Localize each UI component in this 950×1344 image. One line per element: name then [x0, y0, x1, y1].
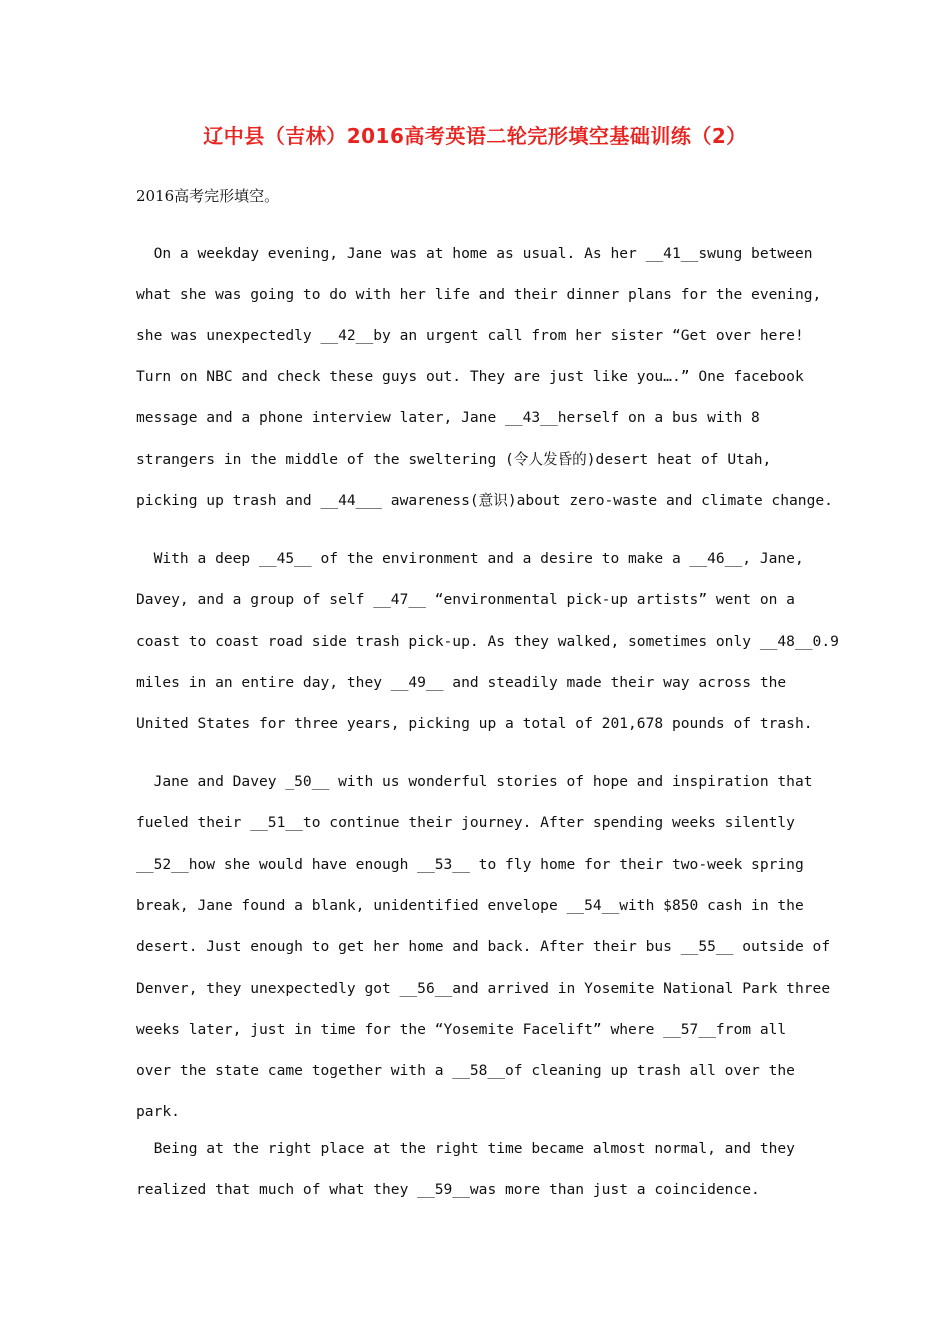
- text-line: message and a phone interview later, Jane __43__herself on a bus with 8: [136, 409, 760, 426]
- text-line: Turn on NBC and check these guys out. They are just like you….” One facebook: [136, 368, 804, 385]
- text-line: strangers in the middle of the sweltering (令人发昏的)desert heat of Utah,: [136, 451, 772, 468]
- text-line: break, Jane found a blank, unidentified envelope __54__with $850 cash in the: [136, 897, 804, 914]
- text-line: weeks later, just in time for the “Yosemite Facelift” where __57__from all: [136, 1021, 787, 1038]
- text-line: miles in an entire day, they __49__ and steadily made their way across the: [136, 674, 787, 691]
- text-line: Davey, and a group of self __47__ “environmental pick-up artists” went on a: [136, 591, 795, 608]
- text-line: over the state came together with a __58__of cleaning up trash all over the: [136, 1062, 795, 1079]
- text-line: fueled their __51__to continue their journey. After spending weeks silently: [136, 814, 795, 831]
- text-line: picking up trash and __44___ awareness(意识)about zero-waste and climate change.: [136, 492, 833, 509]
- text-line: On a weekday evening, Jane was at home as usual. As her __41__swung between: [136, 245, 813, 262]
- text-line: __52__how she would have enough __53__ to fly home for their two-week spring: [136, 856, 804, 873]
- text-line: coast to coast road side trash pick-up. As they walked, sometimes only __48__0.9: [136, 633, 839, 650]
- text-line: United States for three years, picking up a total of 201,678 pounds of trash.: [136, 715, 813, 732]
- text-line: park.: [136, 1103, 180, 1120]
- text-line: Being at the right place at the right time became almost normal, and they: [136, 1140, 795, 1157]
- text-line: Denver, they unexpectedly got __56__and arrived in Yosemite National Park three: [136, 980, 831, 997]
- text-line: she was unexpectedly __42__by an urgent call from her sister “Get over here!: [136, 327, 804, 344]
- subtitle: 2016高考完形填空。: [136, 187, 280, 205]
- text-line: what she was going to do with her life and their dinner plans for the evening,: [136, 286, 822, 303]
- page-title: 辽中县（吉林）2016高考英语二轮完形填空基础训练（2）: [203, 124, 747, 148]
- text-line: desert. Just enough to get her home and back. After their bus __55__ outside of: [136, 938, 831, 955]
- text-line: Jane and Davey _50__ with us wonderful stories of hope and inspiration that: [136, 773, 813, 790]
- text-line: realized that much of what they __59__was more than just a coincidence.: [136, 1181, 760, 1198]
- text-line: With a deep __45__ of the environment and a desire to make a __46__, Jane,: [136, 550, 804, 567]
